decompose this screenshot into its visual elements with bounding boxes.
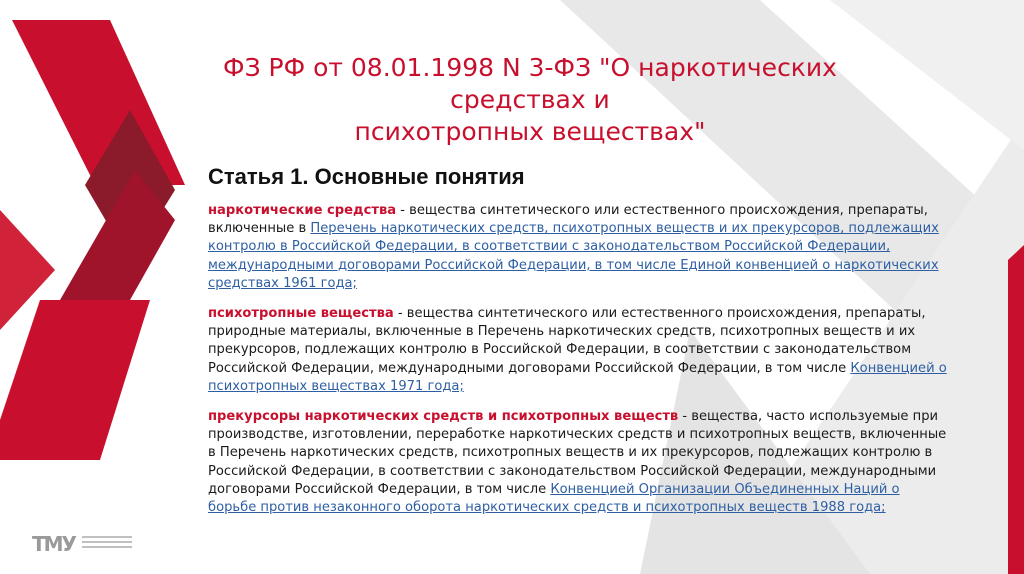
- definition-psychotropic: [208, 305, 948, 396]
- link-convention-1971[interactable]: Конвенцией о психотропных веществах 1971 года;: [208, 360, 947, 394]
- term-psychotropic: психотропные вещества: [208, 306, 394, 322]
- link-list-narcotics[interactable]: Перечень наркотических средств, психотропных веществ и их прекурсоров, подлежащих контролю в Российской Федерации, в соответствии с законодательством Российской Федерации, международными договорами Российской Федерации, в том числе Единой конвенцией о наркотических средствах 1961 года;: [208, 221, 939, 291]
- red-shape-top: [12, 20, 185, 185]
- slide-title: [180, 52, 880, 148]
- definition-precursors: [208, 408, 948, 517]
- definition-text-3: - вещества, часто используемые при производстве, изготовлении, переработке наркотических средств и психотропных веществ, включенные в Перечень наркотических средств, психотропных веществ и их прекурсоров, подлежащих контролю в Российской Федерации, в соответствии с законодательством Российской Федерации, международными договорами Российской Федерации, в том числе: [208, 409, 947, 497]
- title-line-1: ФЗ РФ от 08.01.1998 N 3-ФЗ "О наркотических средствах и: [223, 53, 837, 114]
- link-convention-1988[interactable]: Конвенцией Организации Объединенных Наций о борьбе против незаконного оборота наркотических средств и психотропных веществ 1988 года;: [208, 481, 900, 516]
- article-heading: Статья 1. Основные понятия: [208, 164, 525, 189]
- university-logo: [32, 532, 142, 560]
- red-stripe-right: [1008, 245, 1024, 574]
- term-precursors: прекурсоры наркотических средств и психотропных веществ: [208, 409, 679, 425]
- logo-caption-lines: [82, 536, 132, 551]
- title-line-2: психотропных веществах": [354, 117, 706, 146]
- term-narcotics: наркотические средства: [208, 203, 397, 218]
- definition-narcotics: [208, 202, 948, 293]
- definition-text-1: - вещества синтетического или естественного происхождения, препараты, включенные в: [208, 203, 928, 237]
- logo-mark: ТМУ: [32, 532, 75, 556]
- definition-text-2: - вещества синтетического или естественного происхождения, препараты, природные материалы, включенные в Перечень наркотических средств, психотропных веществ и их прекурсоров, подлежащих контролю в Российской Федерации, в соответствии с законодательством Российской Федерации, международными договорами Российской Федерации, в том числе: [208, 306, 926, 376]
- red-shape-bottom: [0, 300, 150, 460]
- article-content: [208, 164, 948, 529]
